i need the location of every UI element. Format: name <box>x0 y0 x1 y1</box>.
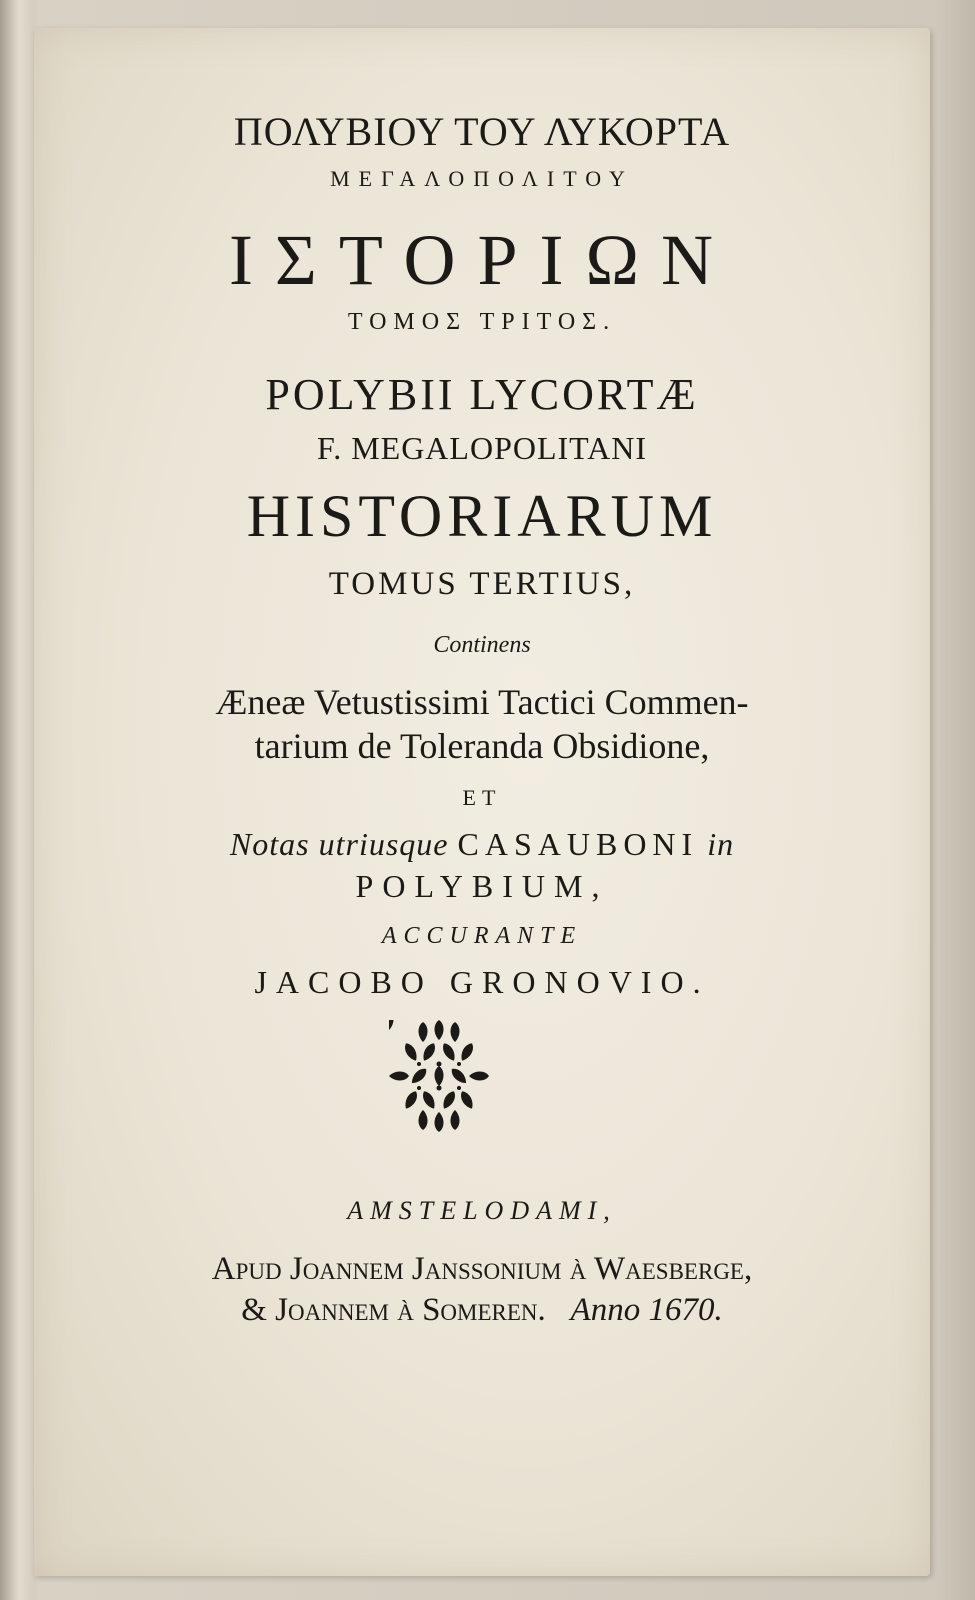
greek-work-title: ΙΣΤΟΡΙΩΝ <box>228 220 736 300</box>
imprint-city: AMSTELODAMI, <box>347 1196 617 1225</box>
latin-author-line: POLYBII LYCORTÆ <box>265 370 699 419</box>
editor-line: JACOBO GRONOVIO. <box>254 964 710 1000</box>
greek-author-line: ΠΟΛΥΒΙΟΥ ΤΟΥ ΛΥΚΟΡΤΑ <box>233 109 731 154</box>
contents-line-1: Æneæ Vetustissimi Tactici Commen- <box>215 682 749 722</box>
et-line: ET <box>462 785 502 810</box>
imprint-anno: Anno <box>570 1292 641 1328</box>
imprint-publisher-line-1: Apud Joannem Janssonium à Waesberge, <box>211 1251 753 1287</box>
greek-volume-line: ΤΟΜΟΣ ΤΡΙΤΟΣ. <box>347 309 617 335</box>
polybium-line: POLYBIUM, <box>355 868 609 904</box>
latin-work-title: HISTORIARUM <box>246 483 718 549</box>
notas-prefix: Notas utriusque <box>229 826 449 862</box>
continens-line: Continens <box>433 632 531 658</box>
imprint-publisher-names: & Joannem à Someren. <box>241 1292 546 1328</box>
contents-line-2: tarium de Toleranda Obsidione, <box>254 726 710 766</box>
casauboni-word: CASAUBONI <box>457 826 699 862</box>
greek-origin-line: ΜΕΓΑΛΟΠΟΛΙΤΟΥ <box>330 166 634 191</box>
in-word: in <box>707 826 735 862</box>
book-spine-edge <box>0 0 34 1600</box>
fleuron-ornament-icon <box>389 1020 489 1132</box>
imprint-year: 1670. <box>648 1292 723 1328</box>
title-page <box>34 28 930 1576</box>
accurante-line: ACCURANTE <box>381 923 583 949</box>
notas-line <box>34 828 930 860</box>
latin-volume-line: TOMUS TERTIUS, <box>328 566 636 602</box>
imprint-publisher-line-2 <box>34 1294 930 1327</box>
latin-origin-line: F. MEGALOPOLITANI <box>316 430 648 466</box>
